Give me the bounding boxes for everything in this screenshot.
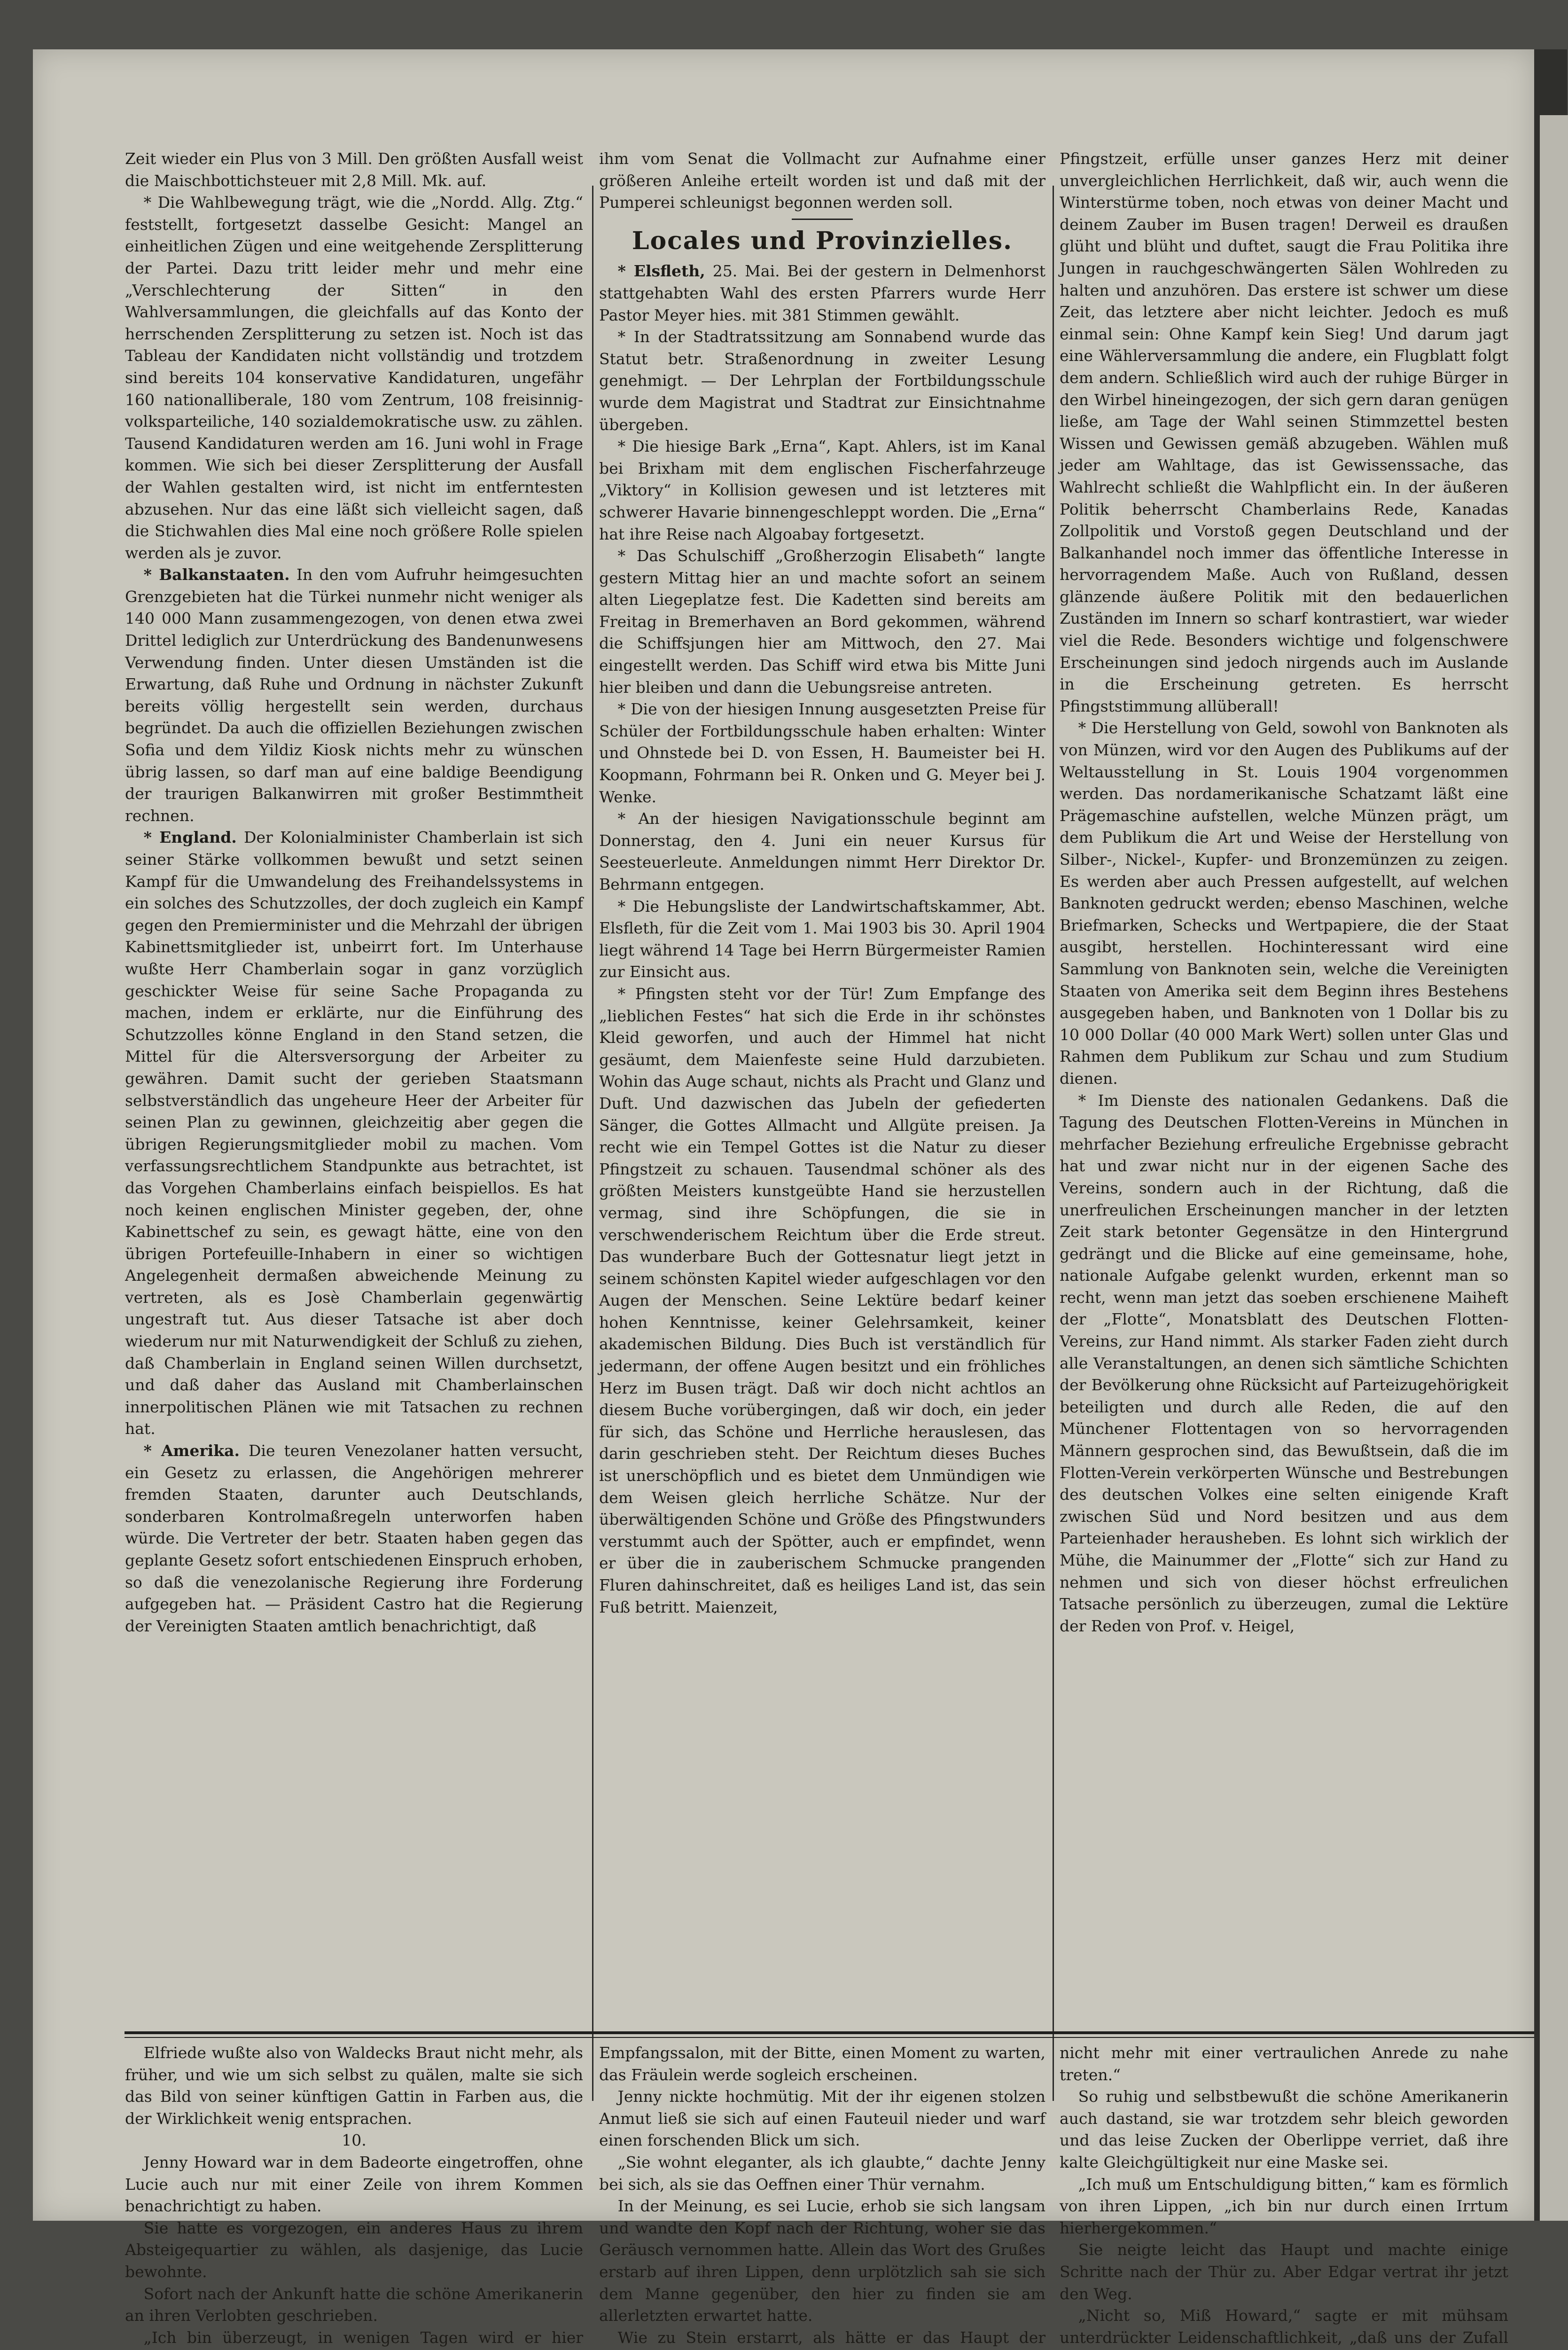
feuilleton-rule-bottom [125, 2037, 1544, 2038]
feuilleton-column-3 [1060, 2042, 1508, 2347]
story-paragraph [599, 2195, 1045, 2327]
paragraph-text: * In der Stadtratssitzung am Sonnabend wurde das Statut betr. Straßenordnung in zweiter Lesung genehmigt. — Der Lehrplan der Fortbildungsschule wurde dem Magistrat und Stadtrat zur Einsichtnahme übergeben. [599, 328, 1045, 434]
paragraph-text: Die teuren Venezolaner hatten versucht, ein Gesetz zu erlassen, die Angehörigen mehrerer fremden Staaten, darunter auch Deutschlands, sonderbaren Kontrolmaßregeln unterworfen haben würde. Die Vertreter der betr. Staaten haben gegen das geplante Gesetz sofort entschiedenen Einspruch erhoben, so daß die venezolanische Regierung ihre Forderung aufgegeben hat. — Präsident Castro hat die Regierung der Vereinigten Staaten amtlich benachrichtigt, daß [125, 1441, 583, 1635]
paragraph-text: „Ich bin überzeugt, in wenigen Tagen wird er hier [143, 2328, 583, 2347]
feuilleton-rule-top [125, 2031, 1544, 2034]
story-paragraph [125, 2327, 583, 2350]
paragraph-text: Pfingstzeit, erfülle unser ganzes Herz mit deiner unvergleichlichen Herrlichkeit, daß wir, auch wenn die Winterstürme toben, noch etwas von deiner Macht und deinem Zauber im Busen tragen! Derweil es draußen glüht und blüht und duftet, saugt die Frau Politika ihre Jungen in rauchgeschwängerten Sälen Wohlreden zu halten und anzuhören. Das erstere ist schwer um diese Zeit, das letztere aber nicht leichter. Jedoch es muß einmal sein: Ohne Kampf kein Sieg! Und darum jagt eine Wählerversammlung die andere, ein Flugblatt folgt dem andern. Schließlich wird auch der ruhige Bürger in den Wirbel hineingezogen, der sich gern daran genügen ließe, am Tage der Wahl seinen Stimmzettel besten Wissen und Gewissen gemäß abzugeben. Wählen muß jeder am Wahltage, das ist Gewissenssache, das Wahlrecht schließt die Wahlpflicht ein. In der äußeren Politik beherrscht Chamberlains Rede, Kanadas Zollpolitik und Vorstoß gegen Deutschland und der Balkanhandel noch immer das öffentliche Interesse in hervorragendem Maße. Auch von Rußland, dessen glänzende äußere Politik mit den bedauerlichen Zuständen im Innern so scharf kontrastiert, war wieder viel die Rede. Besonders wichtige und folgenschwere Erscheinungen sind jedoch nirgends auch im Auslande in die Erscheinung getreten. Es herrscht Pfingststimmung allüberall! [1060, 149, 1508, 715]
local-news-paragraph [599, 545, 1045, 698]
story-paragraph [125, 2130, 583, 2152]
paragraph-text: 10. [342, 2131, 367, 2150]
news-paragraph [125, 564, 583, 827]
news-paragraph [125, 192, 583, 564]
paragraph-text: * Die Hebungsliste der Landwirtschaftskammer, Abt. Elsfleth, für die Zeit vom 1. Mai 1903 bis 30. April 1904 liegt während 14 Tage bei Herrn Bürgermeister Ramien zur Einsicht aus. [599, 897, 1045, 981]
story-paragraph [599, 2327, 1045, 2350]
paragraph-text: Sie hatte es vorgezogen, ein anderes Haus zu ihrem Absteigequartier zu wählen, als dasjenige, das Lucie bewohnte. [125, 2218, 583, 2281]
news-paragraph [125, 827, 583, 1440]
story-paragraph [1060, 2086, 1508, 2173]
local-news-paragraph [599, 896, 1045, 983]
paragraph-text: In den vom Aufruhr heimgesuchten Grenzgebieten hat die Türkei nunmehr nicht weniger als 140 000 Mann zusammengezogen, von denen etwa zwei Drittel lediglich zur Unterdrückung des Bandenunwesens Verwendung finden. Unter diesen Umständen ist die Erwartung, daß Ruhe und Ordnung in nächster Zukunft bereits völlig hergestellt sein werden, durchaus begründet. Da auch die offiziellen Beziehungen zwischen Sofia und dem Yildiz Kiosk nichts mehr zu wünschen übrig lassen, so darf man auf eine baldige Beendigung der traurigen Balkanwirren mit großer Bestimmtheit rechnen. [125, 565, 583, 825]
story-paragraph [1060, 2174, 1508, 2240]
paragraph-text: Jenny Howard war in dem Badeorte eingetroffen, ohne Lucie auch nur mit einer Zeile von ihrem Kommen benachrichtigt zu haben. [125, 2153, 583, 2216]
upper-column-1 [125, 148, 583, 2019]
local-news-paragraph [599, 326, 1045, 436]
story-paragraph [1060, 2305, 1508, 2350]
local-news-paragraph [599, 436, 1045, 545]
local-news-paragraph [599, 698, 1045, 808]
adjacent-page [1540, 115, 1568, 2221]
story-paragraph [599, 2152, 1045, 2195]
paragraph-text: nicht mehr mit einer vertraulichen Anrede zu nahe treten.“ [1060, 2044, 1508, 2084]
news-paragraph [1060, 1090, 1508, 1637]
section-heading: Locales und Provinzielles. [632, 226, 1013, 255]
paragraph-text: * Die hiesige Bark „Erna“, Kapt. Ahlers, ist im Kanal bei Brixham mit dem englischen Fischerfahrzeuge „Viktory“ in Kollision gewesen und ist letzteres mit schwerer Havarie binnengeschleppt worden. Die „Erna“ hat ihre Reise nach Algoabay fortgesetzt. [599, 437, 1045, 543]
local-news-paragraph [599, 260, 1045, 326]
feuilleton-column-2 [599, 2042, 1045, 2347]
paragraph-text: Sie neigte leicht das Haupt und machte einige Schritte nach der Thür zu. Aber Edgar vertrat ihr jetzt den Weg. [1060, 2240, 1508, 2303]
column-2-intro [599, 148, 1045, 214]
paragraph-text: ihm vom Senat die Vollmacht zur Aufnahme einer größeren Anleihe erteilt worden ist und daß mit der Pumperei schleunigst begonnen werden soll. [599, 149, 1045, 212]
story-paragraph [125, 2042, 583, 2130]
paragraph-text: Jenny nickte hochmütig. Mit der ihr eigenen stolzen Anmut ließ sie sich auf einen Fauteuil nieder und warf einen forschenden Blick um sich. [599, 2087, 1045, 2150]
story-paragraph [599, 2086, 1045, 2152]
paragraph-text: „Nicht so, Miß Howard,“ sagte er mit mühsam unterdrückter Leidenschaftlichkeit, „daß uns der Zufall [1060, 2306, 1508, 2347]
article-lead: * England. [143, 828, 237, 847]
paragraph-text: * Das Schulschiff „Großherzogin Elisabeth“ langte gestern Mittag hier an und machte sofort an seinem alten Liegeplatze fest. Die Kadetten sind bereits am Freitag in Bremerhaven an Bord gekommen, während die Schiffsjungen hier am Mittwoch, den 27. Mai eingestellt werden. Das Schiff wird etwa bis Mitte Juni hier bleiben und dann die Uebungsreise antreten. [599, 547, 1045, 697]
local-news-paragraph [599, 808, 1045, 895]
paragraph-text: * Die Herstellung von Geld, sowohl von Banknoten als von Münzen, wird vor den Augen des Publikums auf der Weltausstellung in St. Louis 1904 vorgenommen werden. Das nordamerikanische Schatzamt läßt eine Prägemaschine aufstellen, welche Münzen prägt, um dem Publikum die Art und Weise der Herstellung von Silber-, Nickel-, Kupfer- und Bronzemünzen zu zeigen. Es werden aber auch Pressen aufgestellt, auf welchen Banknoten gedruckt werden; ebenso Maschinen, welche Briefmarken, Schecks und Wertpapiere, die der Staat ausgibt, herstellen. Hochinteressant wird eine Sammlung von Banknoten sein, welche die Vereinigten Staaten von Amerika seit dem Beginn ihres Bestehens ausgegeben haben, und Banknoten von 1 Dollar bis zu 10 000 Dollar (40 000 Mark Wert) sollen unter Glas und Rahmen dem Publikum zur Schau und zum Studium dienen. [1060, 719, 1508, 1088]
upper-column-3 [1060, 148, 1508, 2019]
short-separator [792, 219, 853, 220]
adjacent-page-edge [1534, 49, 1567, 2221]
article-lead: * Elsfleth, [617, 262, 705, 281]
paragraph-text: Elfriede wußte also von Waldecks Braut nicht mehr, als früher, und wie um sich selbst zu quälen, malte sie sich das Bild von seiner künftigen Gattin in Farben aus, die der Wirklichkeit wenig entsprachen. [125, 2044, 583, 2128]
paragraph-text: „Sie wohnt eleganter, als ich glaubte,“ dachte Jenny bei sich, als sie das Oeffnen einer Thür vernahm. [599, 2153, 1045, 2193]
news-paragraph [125, 1440, 583, 1637]
article-lead: * Amerika. [143, 1441, 240, 1460]
paragraph-text: * Die Wahlbewegung trägt, wie die „Nordd. Allg. Ztg.“ feststellt, fortgesetzt dasselbe Gesicht: Mangel an einheitlichen Zügen und eine weitgehende Zersplitterung der Partei. Dazu tritt leider mehr und mehr eine „Verschlechterung der Sitten“ in den Wahlversammlungen, die gleichfalls auf das Konto der herrschenden Zersplitterung zu setzen ist. Noch ist das Tableau der Kandidaten nicht vollständig und trotzdem sind bereits 104 konservative Kandidaturen, ungefähr 160 nationalliberale, 180 vom Zentrum, 108 freisinnig-volksparteiliche, 140 sozialdemokratische usw. zu zählen. Tausend Kandidaturen werden am 16. Juni wohl in Frage kommen. Wie sich bei dieser Zersplitterung der Ausfall der Wahlen gestalten wird, ist nicht im entferntesten abzusehen. Nur das eine läßt sich vielleicht sagen, daß die Stichwahlen dies Mal eine noch größere Rolle spielen werden als je zuvor. [125, 193, 583, 562]
story-paragraph [125, 2217, 583, 2283]
paragraph-text: Empfangssalon, mit der Bitte, einen Moment zu warten, das Fräulein werde sogleich erscheinen. [599, 2044, 1045, 2084]
paragraph-text: Der Kolonialminister Chamberlain ist sich seiner Stärke vollkommen bewußt und setzt seinen Kampf für die Umwandelung des Freihandelssystems in ein solches des Schutzzolles, der doch zugleich ein Kampf gegen den Premierminister und die Mehrzahl der übrigen Kabinettsmitglieder ist, unbeirrt fort. Im Unterhause wußte Herr Chamberlain sogar in ganz vorzüglich geschickter Weise für seine Sache Propaganda zu machen, indem er erklärte, nur die Einführung des Schutzzolles könne England in den Stand setzen, die Mittel für die Altersversorgung der Arbeiter zu gewähren. Damit sucht der gerieben Staatsmann selbstverständlich das ungeheure Heer der Arbeiter für seinen Plan zu gewinnen, gleichzeitig aber gegen die übrigen Regierungsmitglieder mobil zu machen. Vom verfassungsrechtlichem Standpunkte aus betrachtet, ist das Vorgehen Chamberlains einfach beispiellos. Es hat noch keinen englischen Minister gegeben, der, ohne Kabinettschef zu sein, es gewagt hätte, eine von den übrigen Portefeuille-Inhabern in einer so wichtigen Angelegenheit dermaßen abweichende Meinung zu vertreten, als es Josè Chamberlain gegenwärtig ungestraft tut. Aus dieser Tatsache ist aber doch wiederum nur mit Naturwendigkeit der Schluß zu ziehen, daß Chamberlain in England seinen Willen durchsetzt, und daß daher das Ausland mit Chamberlainschen innerpolitischen Plänen wie mit Tatsachen zu rechnen hat. [125, 828, 583, 1438]
paragraph-text: * Pfingsten steht vor der Tür! Zum Empfange des „lieblichen Festes“ hat sich die Erde in ihr schönstes Kleid geworfen, und auch der Himmel hat nicht gesäumt, dem Maienfeste seine Huld darzubieten. Wohin das Auge schaut, nichts als Pracht und Glanz und Duft. Und dazwischen das Jubeln der gefiederten Sänger, die Gottes Allmacht und Allgüte preisen. Ja recht wie ein Tempel Gottes ist die Natur zu dieser Pfingstzeit zu schauen. Tausendmal schöner als des größten Meisters kunstgeübte Hand sie herzustellen vermag, sind ihre Schöpfungen, die sie in verschwenderischem Reichtum über die Erde streut. Das wunderbare Buch der Gottesnatur liegt jetzt in seinem schönsten Kapitel wieder aufgeschlagen vor den Augen der Menschen. Seine Lektüre bedarf keiner hohen Kenntnisse, keiner Gelehrsamkeit, keiner akademischen Bildung. Dies Buch ist verständlich für jedermann, der offene Augen besitzt und ein fröhliches Herz im Busen trägt. Daß wir doch nicht achtlos an diesem Buche vorübergingen, daß wir doch, ein jeder für sich, das Schöne und Herrliche herauslesen, das darin geschrieben steht. Der Reichtum dieses Buches ist unerschöpflich und es bietet dem Unmündigen wie dem Weisen gleich herrliche Schätze. Nur der überwältigenden Schöne und Größe des Pfingstwunders verstummt auch der Spötter, auch er empfindet, wenn er über die in zauberischem Schmucke prangenden Fluren dahinschreitet, daß es heiliges Land ist, das sein Fuß betritt. Maienzeit, [599, 984, 1045, 1616]
paragraph-text: Zeit wieder ein Plus von 3 Mill. Den größten Ausfall weist die Maischbottichsteuer mit 2,8 Mill. Mk. auf. [125, 149, 583, 190]
column-rule-1 [592, 186, 593, 2101]
paragraph-text: * An der hiesigen Navigationsschule beginnt am Donnerstag, den 4. Juni ein neuer Kursus für Seesteuerleute. Anmeldungen nimmt Herr Direktor Dr. Behrmann entgegen. [599, 809, 1045, 893]
paragraph-text: „Ich muß um Entschuldigung bitten,“ kam es förmlich von ihren Lippen, „ich bin nur durch einen Irrtum hierhergekommen.“ [1060, 2175, 1508, 2237]
paragraph-text: In der Meinung, es sei Lucie, erhob sie sich langsam und wandte den Kopf nach der Richtung, woher sie das Geräusch vernommen hatte. Allein das Wort des Grußes erstarb auf ihren Lippen, denn urplötzlich sah sie sich dem Manne gegenüber, den hier zu finden sie am allerletzten erwartet hatte. [599, 2197, 1045, 2325]
column-rule-2 [1053, 186, 1054, 2101]
news-paragraph [125, 148, 583, 192]
local-news [599, 260, 1045, 1618]
story-paragraph [1060, 2239, 1508, 2305]
story-paragraph [125, 2283, 583, 2327]
paragraph-text: 25. Mai. Bei der gestern in Delmenhorst stattgehabten Wahl des ersten Pfarrers wurde Herr Pastor Meyer hies. mit 381 Stimmen gewählt. [599, 262, 1045, 324]
newspaper-page [33, 49, 1534, 2347]
news-paragraph [1060, 148, 1508, 717]
paragraph-text: Wie zu Stein erstarrt, als hätte er das Haupt der [617, 2328, 1045, 2347]
story-paragraph [1060, 2042, 1508, 2086]
feuilleton-column-1 [125, 2042, 583, 2347]
article-lead: * Balkanstaaten. [143, 565, 290, 584]
local-news-paragraph [599, 983, 1045, 1618]
upper-column-2 [599, 148, 1045, 2019]
story-paragraph [125, 2152, 583, 2217]
paragraph-text: * Die von der hiesigen Innung ausgesetzten Preise für Schüler der Fortbildungsschule haben erhalten: Winter und Ohnstede bei D. von Essen, H. Baumeister bei H. Koopmann, Fohrmann bei R. Onken und G. Meyer bei J. Wenke. [599, 700, 1045, 806]
paragraph-text: Sofort nach der Ankunft hatte die schöne Amerikanerin an ihren Verlobten geschrieben. [125, 2284, 583, 2325]
news-paragraph [599, 148, 1045, 214]
story-paragraph [599, 2042, 1045, 2086]
paragraph-text: * Im Dienste des nationalen Gedankens. Daß die Tagung des Deutschen Flotten-Vereins in München in mehrfacher Beziehung erfreuliche Ergebnisse gebracht hat und zwar nicht nur in der eigenen Sache des Vereins, sondern auch in der Richtung, daß die unerfreulichen Erscheinungen mancher in der letzten Zeit stark betonter Gegensätze in den Hintergrund gedrängt und die Blicke auf eine gemeinsame, hohe, nationale Aufgabe gelenkt wurden, erkennt man so recht, wenn man jetzt das soeben erschienene Maiheft der „Flotte“, Monatsblatt des Deutschen Flotten-Vereins, zur Hand nimmt. Als starker Faden zieht durch alle Veranstaltungen, an denen sich sämtliche Schichten der Bevölkerung ohne Rücksicht auf Parteizugehörigkeit beteiligten und durch alle Reden, die auf den Münchener Flottentagen von so hervorragenden Männern gesprochen sind, das Bewußtsein, daß die im Flotten-Verein verkörperten Wünsche und Bestrebungen des deutschen Volkes eine selten einigende Kraft zwischen Süd und Nord besitzen und aus dem Parteienhader herausheben. Es lohnt sich wirklich der Mühe, die Mainummer der „Flotte“ sich zur Hand zu nehmen und sich von dieser höchst erfreulichen Tatsache persönlich zu überzeugen, zumal die Lektüre der Reden von Prof. v. Heigel, [1060, 1091, 1508, 1635]
news-paragraph [1060, 717, 1508, 1089]
paragraph-text: So ruhig und selbstbewußt die schöne Amerikanerin auch dastand, sie war trotzdem sehr bleich geworden und das leise Zucken der Oberlippe verriet, daß ihre kalte Gleichgültigkeit nur eine Maske sei. [1060, 2087, 1508, 2171]
